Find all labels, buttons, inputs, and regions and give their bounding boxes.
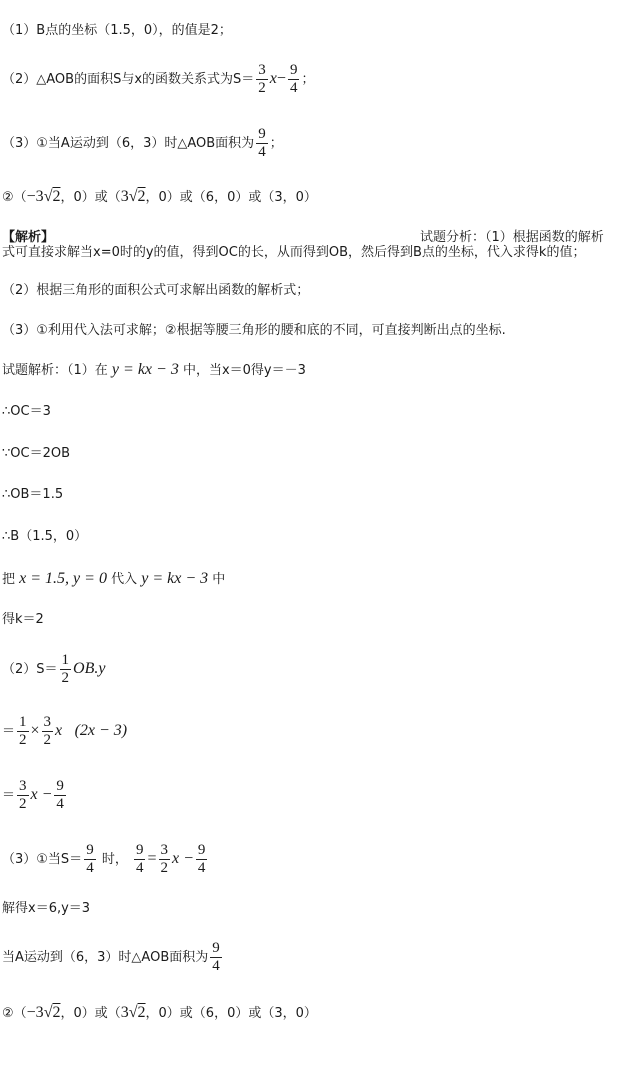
- fraction: $\frac{9}{4}$: [258, 126, 266, 160]
- fraction: $\frac{3}{2}$: [19, 778, 27, 812]
- analysis-label: 【解析】: [2, 230, 55, 245]
- answer-line-3: （3）①当A运动到（6，3）时△AOB面积为 $\frac{9}{4}$ ；: [2, 126, 283, 160]
- answer-line-4: ②（−3√2，0）或（3√2，0）或（6，0）或（3，0）: [2, 188, 317, 205]
- answer-line-2: （2）△AOB的面积S与x的函数关系式为S＝ $\frac{3}{2}$ x− $\frac{9}{4}$ ；: [2, 62, 315, 96]
- fraction: $\frac{3}{2}$: [258, 62, 266, 96]
- fraction: $\frac{3}{2}$: [43, 714, 52, 748]
- solution-line-11: （3）①当S＝ $\frac{9}{4}$ 时， $\frac{9}{4}$ = $\frac{3}{2}$ x − $\frac{9}{4}$: [2, 842, 206, 876]
- solution-line-10: ＝ $\frac{3}{2}$ x − $\frac{9}{4}$: [2, 778, 64, 812]
- solution-line-12: 解得x＝6,y＝3: [2, 901, 91, 916]
- analysis-line-4: （3）①利用代入法可求解；②根据等腰三角形的腰和底的不同，可直接判断出点的坐标.: [2, 323, 506, 338]
- fraction: $\frac{9}{4}$: [56, 778, 64, 812]
- solution-line-13: 当A运动到（6，3）时△AOB面积为 $\frac{9}{4}$: [2, 940, 220, 974]
- analysis-line-3: （2）根据三角形的面积公式可求解出函数的解析式；: [2, 283, 310, 298]
- solution-line-9: ＝ $\frac{1}{2}$ × $\frac{3}{2}$ x (2x − 3): [2, 714, 128, 748]
- fraction: $\frac{1}{2}$: [19, 714, 27, 748]
- fraction: $\frac{1}{2}$: [61, 652, 70, 686]
- answer-line-2-text: （2）△AOB的面积S与x的函数关系式为S＝: [2, 72, 255, 87]
- fraction: $\frac{9}{4}$: [86, 842, 94, 876]
- solution-line-8: （2）S＝ $\frac{1}{2}$ OB.y: [2, 652, 106, 686]
- solution-line-1: 试题解析：（1）在 y = kx − 3 中，当x＝0得y＝－3: [2, 361, 306, 378]
- analysis-heading: 试题分析：（1）根据函数的解析: [420, 230, 604, 245]
- analysis-line-2: 式可直接求解当x=0时的y的值，得到OC的长，从而得到OB，然后得到B点的坐标，代入求得k的值；: [2, 245, 586, 260]
- solution-line-3: ∵OC＝2OB: [2, 446, 71, 461]
- answer-line-1: （1）B点的坐标（1.5，0），的值是2；: [2, 23, 232, 38]
- solution-line-7: 得k＝2: [2, 612, 44, 627]
- fraction: $\frac{9}{4}$: [289, 62, 298, 96]
- solution-line-5: ∴B（1.5，0）: [2, 529, 88, 544]
- solution-line-6: 把 x = 1.5, y = 0 代入 y = kx − 3 中: [2, 570, 226, 587]
- solution-line-2: ∴OC＝3: [2, 404, 51, 419]
- solution-line-14: ②（−3√2，0）或（3√2，0）或（6，0）或（3，0）: [2, 1004, 317, 1021]
- solution-line-4: ∴OB＝1.5: [2, 487, 64, 502]
- fraction: $\frac{9}{4}$: [197, 842, 206, 876]
- fraction: $\frac{9}{4}$: [135, 842, 144, 876]
- fraction: $\frac{3}{2}$: [160, 842, 169, 876]
- fraction: $\frac{9}{4}$: [212, 940, 220, 974]
